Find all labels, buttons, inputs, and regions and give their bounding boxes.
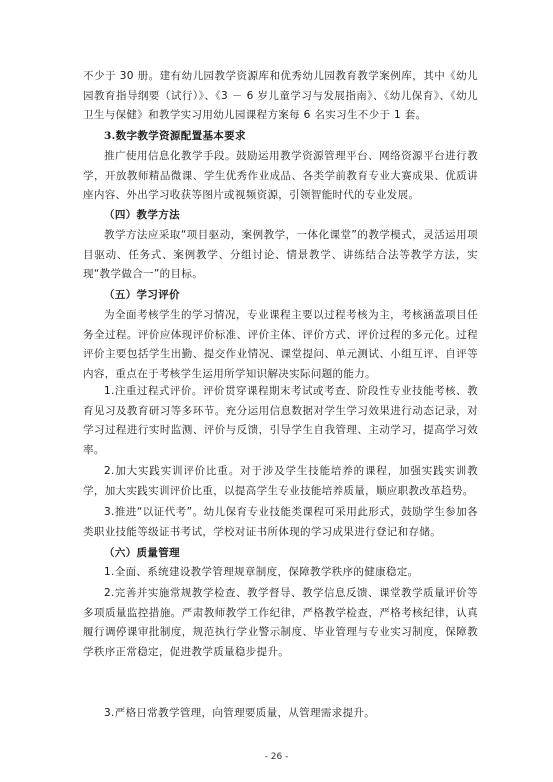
paragraph-teaching-methods: 教学方法应采取“项目驱动，案例教学，一体化课堂”的教学模式，灵活运用项目驱动、任务式、案例教学、分组讨论、情景教学、讲练结合法等教学方法，实现“教学做合一”的目标。 — [83, 229, 478, 281]
paragraph-evaluation-overview: 为全面考核学生的学习情况，专业课程主要以过程考核为主，考核涵盖项目任务全过程。评价应体现评价标准、评价主体、评价方式、评价过程的多元化。过程评价主要包括学生出勤、提交作业情况、课堂提问、单元测试、小组互评、自评等内容，重点在于考核学生运用所学知识解决实际问题的能力。 — [83, 309, 478, 380]
paragraph-management-rules: 1.全面、系统建设教学管理规章制度，保障教学秩序的健康稳定。 — [104, 566, 419, 578]
paragraph-digital-resources: 推广使用信息化教学手段。鼓励运用教学资源管理平台、网络资源平台进行教学，开放教师精品微课、学生优秀作业成品、各类学前教育专业大赛成果、优质讲座内容、外出学习收获等图片或视频资源，引领智能时代的专业发展。 — [83, 150, 478, 202]
paragraph-resource-library: 不少于 30 册。建有幼儿园教学资源库和优秀幼儿园教育教学案例库，其中《幼儿园教育指导纲要（试行）》、《3 － 6 岁儿童学习与发展指南》、《幼儿保育》、《幼儿卫生与保健》和教学实习用幼儿园课程方案每 6 名实习生不少于 1 套。 — [83, 70, 478, 122]
paragraph-practice-evaluation: 2.加大实践实训评价比重。对于涉及学生技能培养的课程，加强实践实训教学，加大实践实训评价比重，以提高学生专业技能培养质量，顺应职教改革趋势。 — [83, 465, 478, 497]
paragraph-process-evaluation: 1.注重过程式评价。评价贯穿课程期末考试或考查、阶段性专业技能考核、教育见习及教育研习等多环节。充分运用信息数据对学生学习效果进行动态记录，对学习过程进行实时监测、评价与反馈，引导学生自我管理、主动学习，提高学习效率。 — [83, 385, 478, 456]
heading-digital-resources: 3.数字教学资源配置基本要求 — [104, 130, 246, 142]
heading-teaching-methods: （四）教学方法 — [104, 209, 180, 221]
paragraph-quality-monitoring: 2.完善并实施常规教学检查、教学督导、教学信息反馈、课堂教学质量评价等多项质量监控措施。严肃教师教学工作纪律，严格教学检查，严格考核纪律，认真履行调停课审批制度，规范执行学业警示制度、毕业管理与专业实习制度，保障教学秩序正常稳定，促进教学质量稳步提升。 — [83, 587, 478, 658]
page-number: - 26 - — [264, 752, 289, 762]
paragraph-certificate-exam: 3.推进“以证代考”。幼儿保育专业技能类课程可采用此形式，鼓励学生参加各类职业技能等级证书考试，学校对证书所体现的学习成果进行登记和存储。 — [83, 506, 478, 538]
heading-learning-evaluation: （五）学习评价 — [104, 289, 180, 301]
heading-quality-management: （六）质量管理 — [104, 547, 180, 559]
paragraph-daily-management: 3.严格日常教学管理，向管理要质量，从管理需求提升。 — [104, 707, 376, 719]
